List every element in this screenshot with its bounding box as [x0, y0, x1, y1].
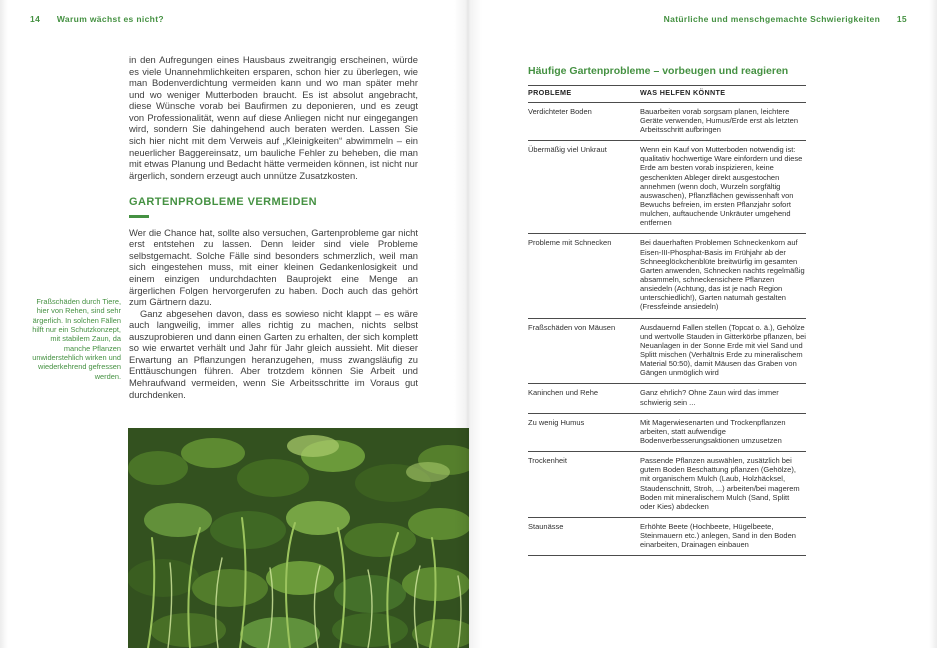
- column-header-probleme: PROBLEME: [528, 88, 572, 97]
- photo-caption-margin-note: Fraßschäden durch Tiere, hier von Rehen, sind sehr ärgerlich. In solchen Fällen hilft nur ein Schutzkonzept, mit stabilem Zaun, da manche Pflanzen unwiderstehlich wirken und wiederkehrend gefressen werden.: [32, 297, 121, 381]
- table-row: [528, 518, 806, 556]
- problem-cell: Verdichteter Boden: [528, 106, 592, 116]
- page-number-right: 15: [896, 14, 907, 24]
- table-header-row: [528, 86, 806, 103]
- problem-cell: Fraßschäden von Mäusen: [528, 322, 616, 332]
- running-head-left: [30, 14, 164, 24]
- problem-cell: Zu wenig Humus: [528, 417, 585, 427]
- problem-cell: Übermäßig viel Unkraut: [528, 145, 607, 155]
- heading-accent-rule: [129, 215, 149, 218]
- table-row: [528, 414, 806, 452]
- solution-cell: Ausdauernd Fallen stellen (Topcat o. ä.), Gehölze und wertvolle Stauden in Gitterkörbe pflanzen, bei Neuanlagen in der Sonne Erde mit viel Sand und Splitt mischen (Verhältnis Erde zu mineralischem Material 50:50), damit Mäusen das Graben von Gängen unmöglich wird: [640, 322, 806, 378]
- running-head-left-title: Warum wächst es nicht?: [56, 14, 164, 24]
- paragraph: Ganz abgesehen davon, dass es sowieso nicht klappt – es wäre auch langweilig, immer alles richtig zu machen, nichts selbst auszuprobieren und dann einen Garten zu erhalten, der sich komplett so wie erwartet verhält und Jahr für Jahr gleich aussieht. Mit dieser Erwartung an Pflanzungen heranzugehen, muss zwangsläufig zu Enttäuschungen führen. Aber trotzdem können Sie Arbeit und Mehraufwand vermeiden, wenn Sie Arbeitsschritte im Voraus gut durchdenken.: [129, 307, 418, 400]
- problem-cell: Staunässe: [528, 521, 564, 531]
- table-row: [528, 319, 806, 385]
- solution-cell: Ganz ehrlich? Ohne Zaun wird das immer schwierig sein ...: [640, 388, 779, 407]
- table-row: [528, 234, 806, 318]
- table-row: [528, 384, 806, 413]
- problem-cell: Trockenheit: [528, 456, 567, 466]
- solution-cell: Bei dauerhaften Problemen Schneckenkorn auf Eisen-III-Phosphat-Basis im Frühjahr ab der Schneeglöckchenblüte breitwürfig im gesamten Garten anwenden, Schnecken nachts regelmäßig absammeln, schneckensichere Pflanzen ansiedeln (Achtung, das ist je nach Region unterschiedlich!), Garten naturnah gestalten (Fressfeinde ansiedeln): [640, 238, 805, 312]
- paragraph: Wer die Chance hat, sollte also versuchen, Gartenprobleme gar nicht erst entstehen zu lassen. Denn leider sind viele Probleme selbstgemacht. Solche Fälle sind besonders schmerzlich, weil man sich eingestehen muss, mit einer kleinen Gedankenlosigkeit und einem einzigen undurchdachten Bauprojekt eine Menge an ärgerlichen Folgen hervorgerufen zu haben. Doch auch das gehört zum Gärtnern dazu.: [129, 226, 418, 308]
- page-edge-right: [929, 0, 937, 648]
- solution-cell: Bauarbeiten vorab sorgsam planen, leichtere Geräte verwenden, Humus/Erde erst als letzten Arbeitsschritt aufbringen: [640, 106, 798, 135]
- solution-cell: Erhöhte Beete (Hochbeete, Hügelbeete, Steinmauern etc.) anlegen, Sand in den Boden einarbeiten, Drainagen einbauen: [640, 521, 796, 550]
- problem-cell: Probleme mit Schnecken: [528, 238, 612, 248]
- solution-cell: Wenn ein Kauf von Mutterboden notwendig ist: qualitativ hochwertige Ware einfordern und diese Erde am besten vorab inspizieren, keine geschenkten Ableger direkt ausgestochen annehmen (wenn doch, Wurzeln sorgfältig auswaschen), Pflanzflächen gewissenhaft von Bewuchs befreien, im ersten Pflanzjahr sofort mulchen, auftauchende Unkräuter umgehend entfernen: [640, 145, 803, 228]
- running-head-right: [664, 14, 907, 24]
- table-title: Häufige Gartenprobleme – vorbeugen und reagieren: [528, 64, 789, 77]
- paragraph: in den Aufregungen eines Hausbaus zweitrangig erscheinen, würde es viele Unannehmlichkeiten ersparen, schon hier zu überlegen, wie man Bodenverdichtung vermeiden kann und wo man später mehr und wo weniger Mutterboden braucht. Es ist absolut angebracht, diese Wünsche vorab bei Baufirmen zu deponieren, und es zeugt von Professionalität, wenn auf diese Anliegen nicht nur eingegangen wird, sondern Sie dahingehend auch beraten werden. Lassen Sie sich hier nicht mit dem Verweis auf „Kleinigkeiten“ abwimmeln – ein neuerlicher Baggereinsatz, um bauliche Fehler zu beheben, die man mit etwas Planung und Bedacht hätte vermeiden können, ist nicht nur ärgerlich, sondern erzeugt auch unnütze Zusatzkosten.: [129, 54, 418, 181]
- problem-cell: Kaninchen und Rehe: [528, 388, 599, 398]
- body-text-column: [129, 54, 418, 400]
- garden-problems-table: [528, 85, 806, 556]
- running-head-right-title: Natürliche und menschgemachte Schwierigkeiten: [663, 14, 881, 24]
- table-row: [528, 452, 806, 518]
- column-header-was-helfen-koennte: WAS HELFEN KÖNNTE: [640, 88, 726, 97]
- solution-cell: Passende Pflanzen auswählen, zusätzlich bei gutem Boden Beschattung pflanzen (Gehölze), mit organischem Mulch (Laub, Holzhäcksel, Staudenschnitt, Stroh, ...) arbeiten/bei magerem Boden mit mineralischem Mulch (Sand, Splitt oder Kies) abdecken: [640, 456, 800, 511]
- section-heading: GARTENPROBLEME VERMEIDEN: [129, 196, 318, 209]
- foliage-illustration: [128, 428, 469, 648]
- page-number-left: 14: [30, 14, 41, 24]
- solution-cell: Mit Magerwiesenarten und Trockenpflanzen arbeiten, statt aufwendige Bodenverbesserungsaktionen umzusetzen: [640, 417, 786, 445]
- table-row: [528, 141, 806, 234]
- plants-photo: [128, 428, 469, 648]
- table-row: [528, 103, 806, 141]
- page-edge-left: [0, 0, 8, 648]
